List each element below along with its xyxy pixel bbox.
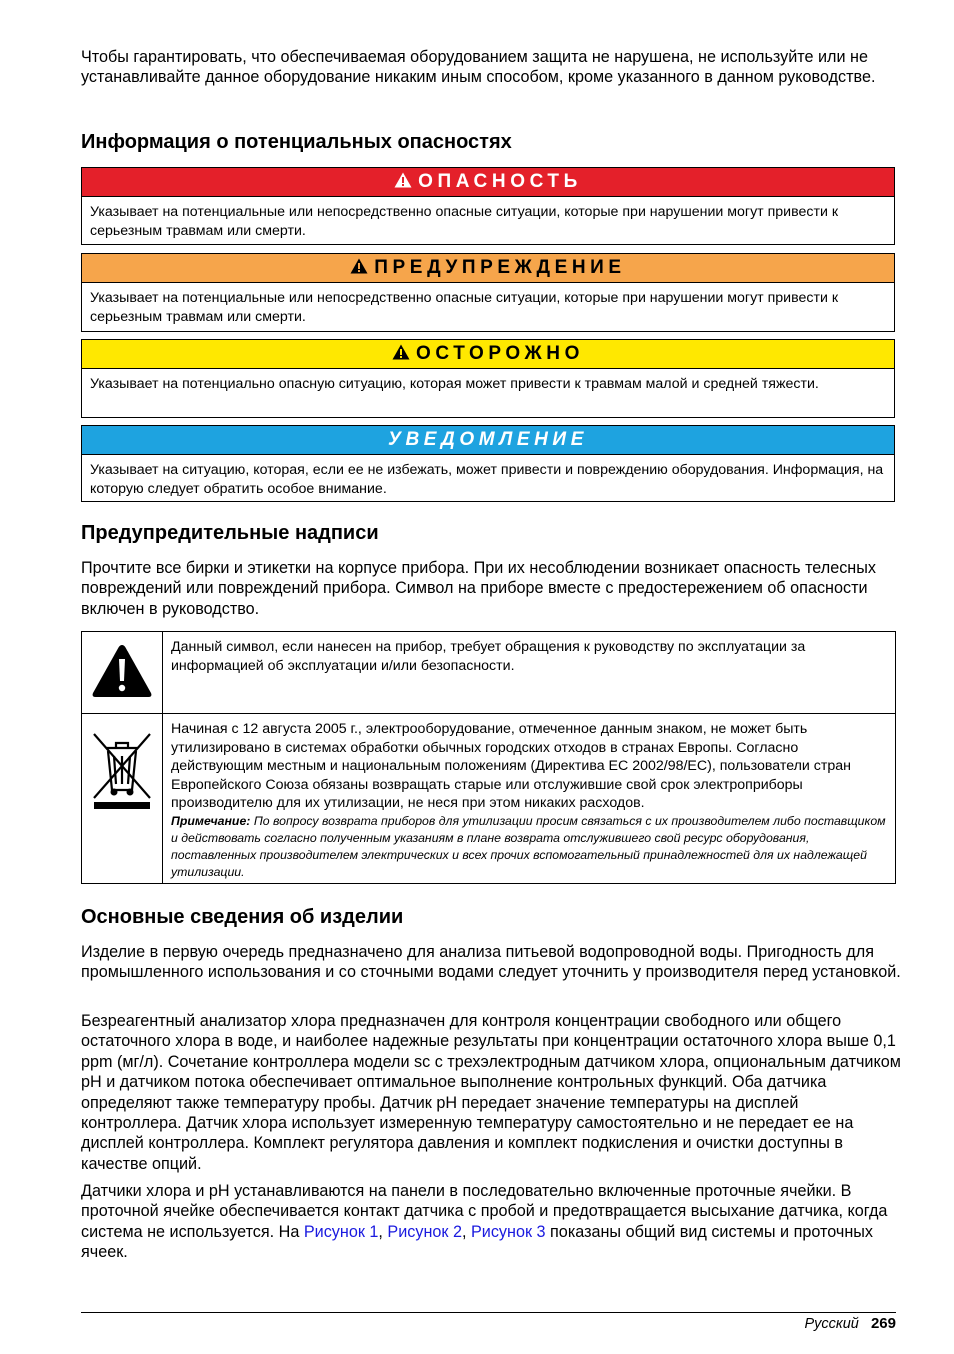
footer-language: Русский [804, 1316, 859, 1332]
footer-divider [81, 1312, 896, 1313]
section-title-product: Основные сведения об изделии [81, 906, 404, 928]
warning-box [81, 253, 895, 332]
warning-label: ПРЕДУПРЕЖДЕНИЕ [374, 257, 626, 278]
symbol-cell [82, 632, 163, 714]
notice-box [81, 425, 895, 502]
crossed-out-bin-icon [90, 728, 154, 814]
table-row [82, 632, 896, 714]
note-text: По вопросу возврата приборов для утилизации просим связаться с их производителем либо поставщиком и действовать согласно полученным указаниям в плане возврата отслужившего свой ресурс оборудования, поставленных производителем электрических и всех прочих вспомогательный принадлежностей для их надлежащей утилизации. [171, 813, 886, 880]
section-title-labels: Предупредительные надписи [81, 522, 379, 544]
caution-header [82, 340, 894, 369]
warning-triangle-icon [394, 172, 412, 188]
danger-text: Указывает на потенциальные или непосредственно опасные ситуации, которые при нарушении могут привести к серьезным травмам или смерти. [90, 204, 839, 239]
labels-paragraph: Прочтите все бирки и этикетки на корпусе прибора. При их несоблюдении возникает опасность телесных повреждений или повреждений прибора. Символ на приборе вместе с предостережением об опасности включен в руководство. [81, 559, 876, 618]
caution-box [81, 339, 895, 418]
p3-text-end: показаны общий вид системы и проточных ячеек. [81, 1222, 873, 1262]
danger-label: ОПАСНОСТЬ [418, 171, 582, 192]
separator: , [378, 1222, 388, 1241]
weee-description [163, 714, 896, 884]
product-paragraph-1: Изделие в первую очередь предназначено для анализа питьевой водопроводной воды. Пригодность для промышленного использования и со сточными водами следует уточнить у производителя перед установкой. [81, 943, 901, 982]
intro-paragraph: Чтобы гарантировать, что обеспечиваемая оборудованием защита не нарушена, не используйте или не устанавливайте данное оборудование никаким иным способом, кроме указанного в данном руководстве. [81, 48, 876, 87]
warning-text: Указывает на потенциальные или непосредственно опасные ситуации, которые при нарушении могут привести к серьезным травмам или смерти. [90, 290, 839, 325]
notice-text: Указывает на ситуацию, которая, если ее не избежать, может привести и повреждению оборудования. Информация, на которую следует обратить особое внимание. [90, 462, 884, 497]
figure-2-link[interactable]: Рисунок 2 [387, 1222, 462, 1241]
symbols-table [81, 631, 896, 884]
separator: , [461, 1222, 471, 1241]
danger-header [82, 168, 894, 197]
product-paragraph-2: Безреагентный анализатор хлора предназначен для контроля концентрации свободного или общего остаточного хлора в воде, и наиболее надежные результаты при концентрации остаточного хлора выше 0,1 ppm (мг/л). Сочетание контроллера модели sc с трехэлектродным датчиком хлора, опциональным датчиком pH и датчиком потока обеспечивает оптимальное выполнение контрольных функций. Оба датчика определяют также температуру пробы. Датчик pH передает значение температуры на дисплей контроллера. Датчик хлора использует измеренную температуру самостоятельно и не передает ее на дисплей контроллера. Комплект регулятора давления и комплект подкисления и очистки доступны в качестве опций. [81, 1012, 901, 1173]
p3-text-start: Датчики хлора и pH устанавливаются на панели в последовательно включенные проточные ячейки. В проточной ячейке обеспечивается контакт датчика с пробой и предотвращается высыхание датчика, когда система не используется. На [81, 1182, 888, 1241]
table-row [82, 714, 896, 884]
figure-3-link[interactable]: Рисунок 3 [470, 1222, 546, 1241]
notice-label: УВЕДОМЛЕНИЕ [388, 429, 588, 450]
page-number: 269 [870, 1315, 896, 1332]
danger-box [81, 167, 895, 245]
weee-text: Начиная с 12 августа 2005 г., электрооборудование, отмеченное данным знаком, не может быть утилизировано в системах обработки обычных городских отходов в странах Европы. Согласно действующим местным и национальным положениям (Директива ЕС 2002/98/ЕС), пользователи стран Европейского Союза обязаны возвращать старые или отслужившие свой срок электроприборы производителю для их утилизации, не неся при этом никаких расходов. [171, 721, 851, 811]
warning-triangle-icon [350, 258, 368, 274]
product-paragraph-3 [81, 1181, 901, 1263]
caution-label: ОСТОРОЖНО [416, 343, 584, 364]
page-footer [804, 1314, 896, 1334]
symbol-cell [82, 714, 163, 884]
symbol-description: Данный символ, если нанесен на прибор, требует обращения к руководству по эксплуатации за информацией об эксплуатации и/или безопасности. [163, 632, 896, 714]
section-title-hazards: Информация о потенциальных опасностях [81, 131, 512, 153]
caution-text: Указывает на потенциально опасную ситуацию, которая может привести к травмам малой и средней тяжести. [90, 376, 819, 392]
warning-triangle-icon [91, 643, 153, 699]
figure-1-link[interactable]: Рисунок 1 [303, 1222, 379, 1241]
warning-triangle-icon [392, 344, 410, 360]
notice-header [82, 426, 894, 455]
warning-header [82, 254, 894, 283]
note-label: Примечание: [171, 813, 251, 828]
weee-note [171, 813, 887, 882]
